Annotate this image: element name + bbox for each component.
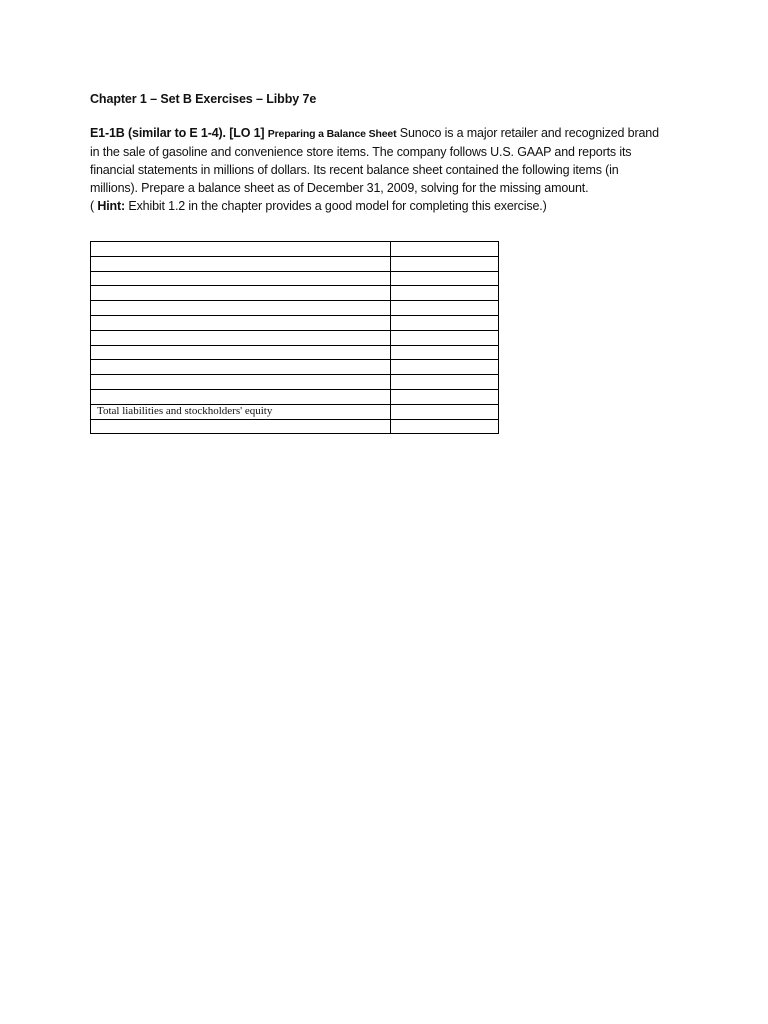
table-row: [91, 286, 499, 301]
row-label-cell: [91, 242, 391, 257]
hint-open: (: [90, 199, 98, 213]
row-label-cell: [91, 345, 391, 360]
row-label-cell: [91, 301, 391, 316]
exercise-hint: [90, 197, 680, 215]
table-row: [91, 315, 499, 330]
row-amount-cell: [391, 404, 499, 419]
row-amount-cell: [391, 271, 499, 286]
row-label-cell: [91, 271, 391, 286]
exercise-line-3: financial statements in millions of dollars. Its recent balance sheet contained the following items (in: [90, 163, 619, 177]
exercise-line-4: millions). Prepare a balance sheet as of December 31, 2009, solving for the missing amount.: [90, 181, 589, 195]
row-amount-cell: [391, 301, 499, 316]
row-amount-cell: [391, 419, 499, 434]
table-row: [91, 301, 499, 316]
table-row: [91, 330, 499, 345]
table-row: [91, 360, 499, 375]
exercise-id: E1-1B (similar to E 1-4). [LO 1]: [90, 126, 265, 140]
row-amount-cell: [391, 345, 499, 360]
row-label-cell: Total liabilities and stockholders' equity: [91, 404, 391, 419]
page-heading: Chapter 1 – Set B Exercises – Libby 7e: [90, 92, 317, 106]
hint-text: Exhibit 1.2 in the chapter provides a good model for completing this exercise.): [125, 199, 547, 213]
table-row: [91, 271, 499, 286]
row-amount-cell: [391, 286, 499, 301]
exercise-text: [90, 124, 680, 215]
row-label-cell: [91, 419, 391, 434]
row-label-cell: [91, 256, 391, 271]
row-label-cell: [91, 389, 391, 404]
table-row: [91, 242, 499, 257]
balance-sheet-body: [91, 242, 499, 434]
row-amount-cell: [391, 242, 499, 257]
row-label-cell: [91, 375, 391, 390]
row-amount-cell: [391, 360, 499, 375]
exercise-topic: Preparing a Balance Sheet: [267, 128, 397, 140]
table-row: [91, 404, 499, 419]
row-label-cell: [91, 315, 391, 330]
exercise-line-2: in the sale of gasoline and convenience store items. The company follows U.S. GAAP and reports its: [90, 145, 632, 159]
row-amount-cell: [391, 315, 499, 330]
hint-label: Hint:: [97, 199, 126, 213]
row-label-cell: [91, 360, 391, 375]
row-amount-cell: [391, 375, 499, 390]
exercise-line-1: [90, 124, 680, 143]
table-row: [91, 345, 499, 360]
table-row: [91, 375, 499, 390]
balance-sheet-table: [90, 241, 499, 434]
exercise-intro: Sunoco is a major retailer and recognized brand: [399, 126, 659, 140]
table-row: [91, 389, 499, 404]
row-label-cell: [91, 286, 391, 301]
row-amount-cell: [391, 256, 499, 271]
row-amount-cell: [391, 389, 499, 404]
row-amount-cell: [391, 330, 499, 345]
table-row: [91, 419, 499, 434]
table-row: [91, 256, 499, 271]
row-label-cell: [91, 330, 391, 345]
